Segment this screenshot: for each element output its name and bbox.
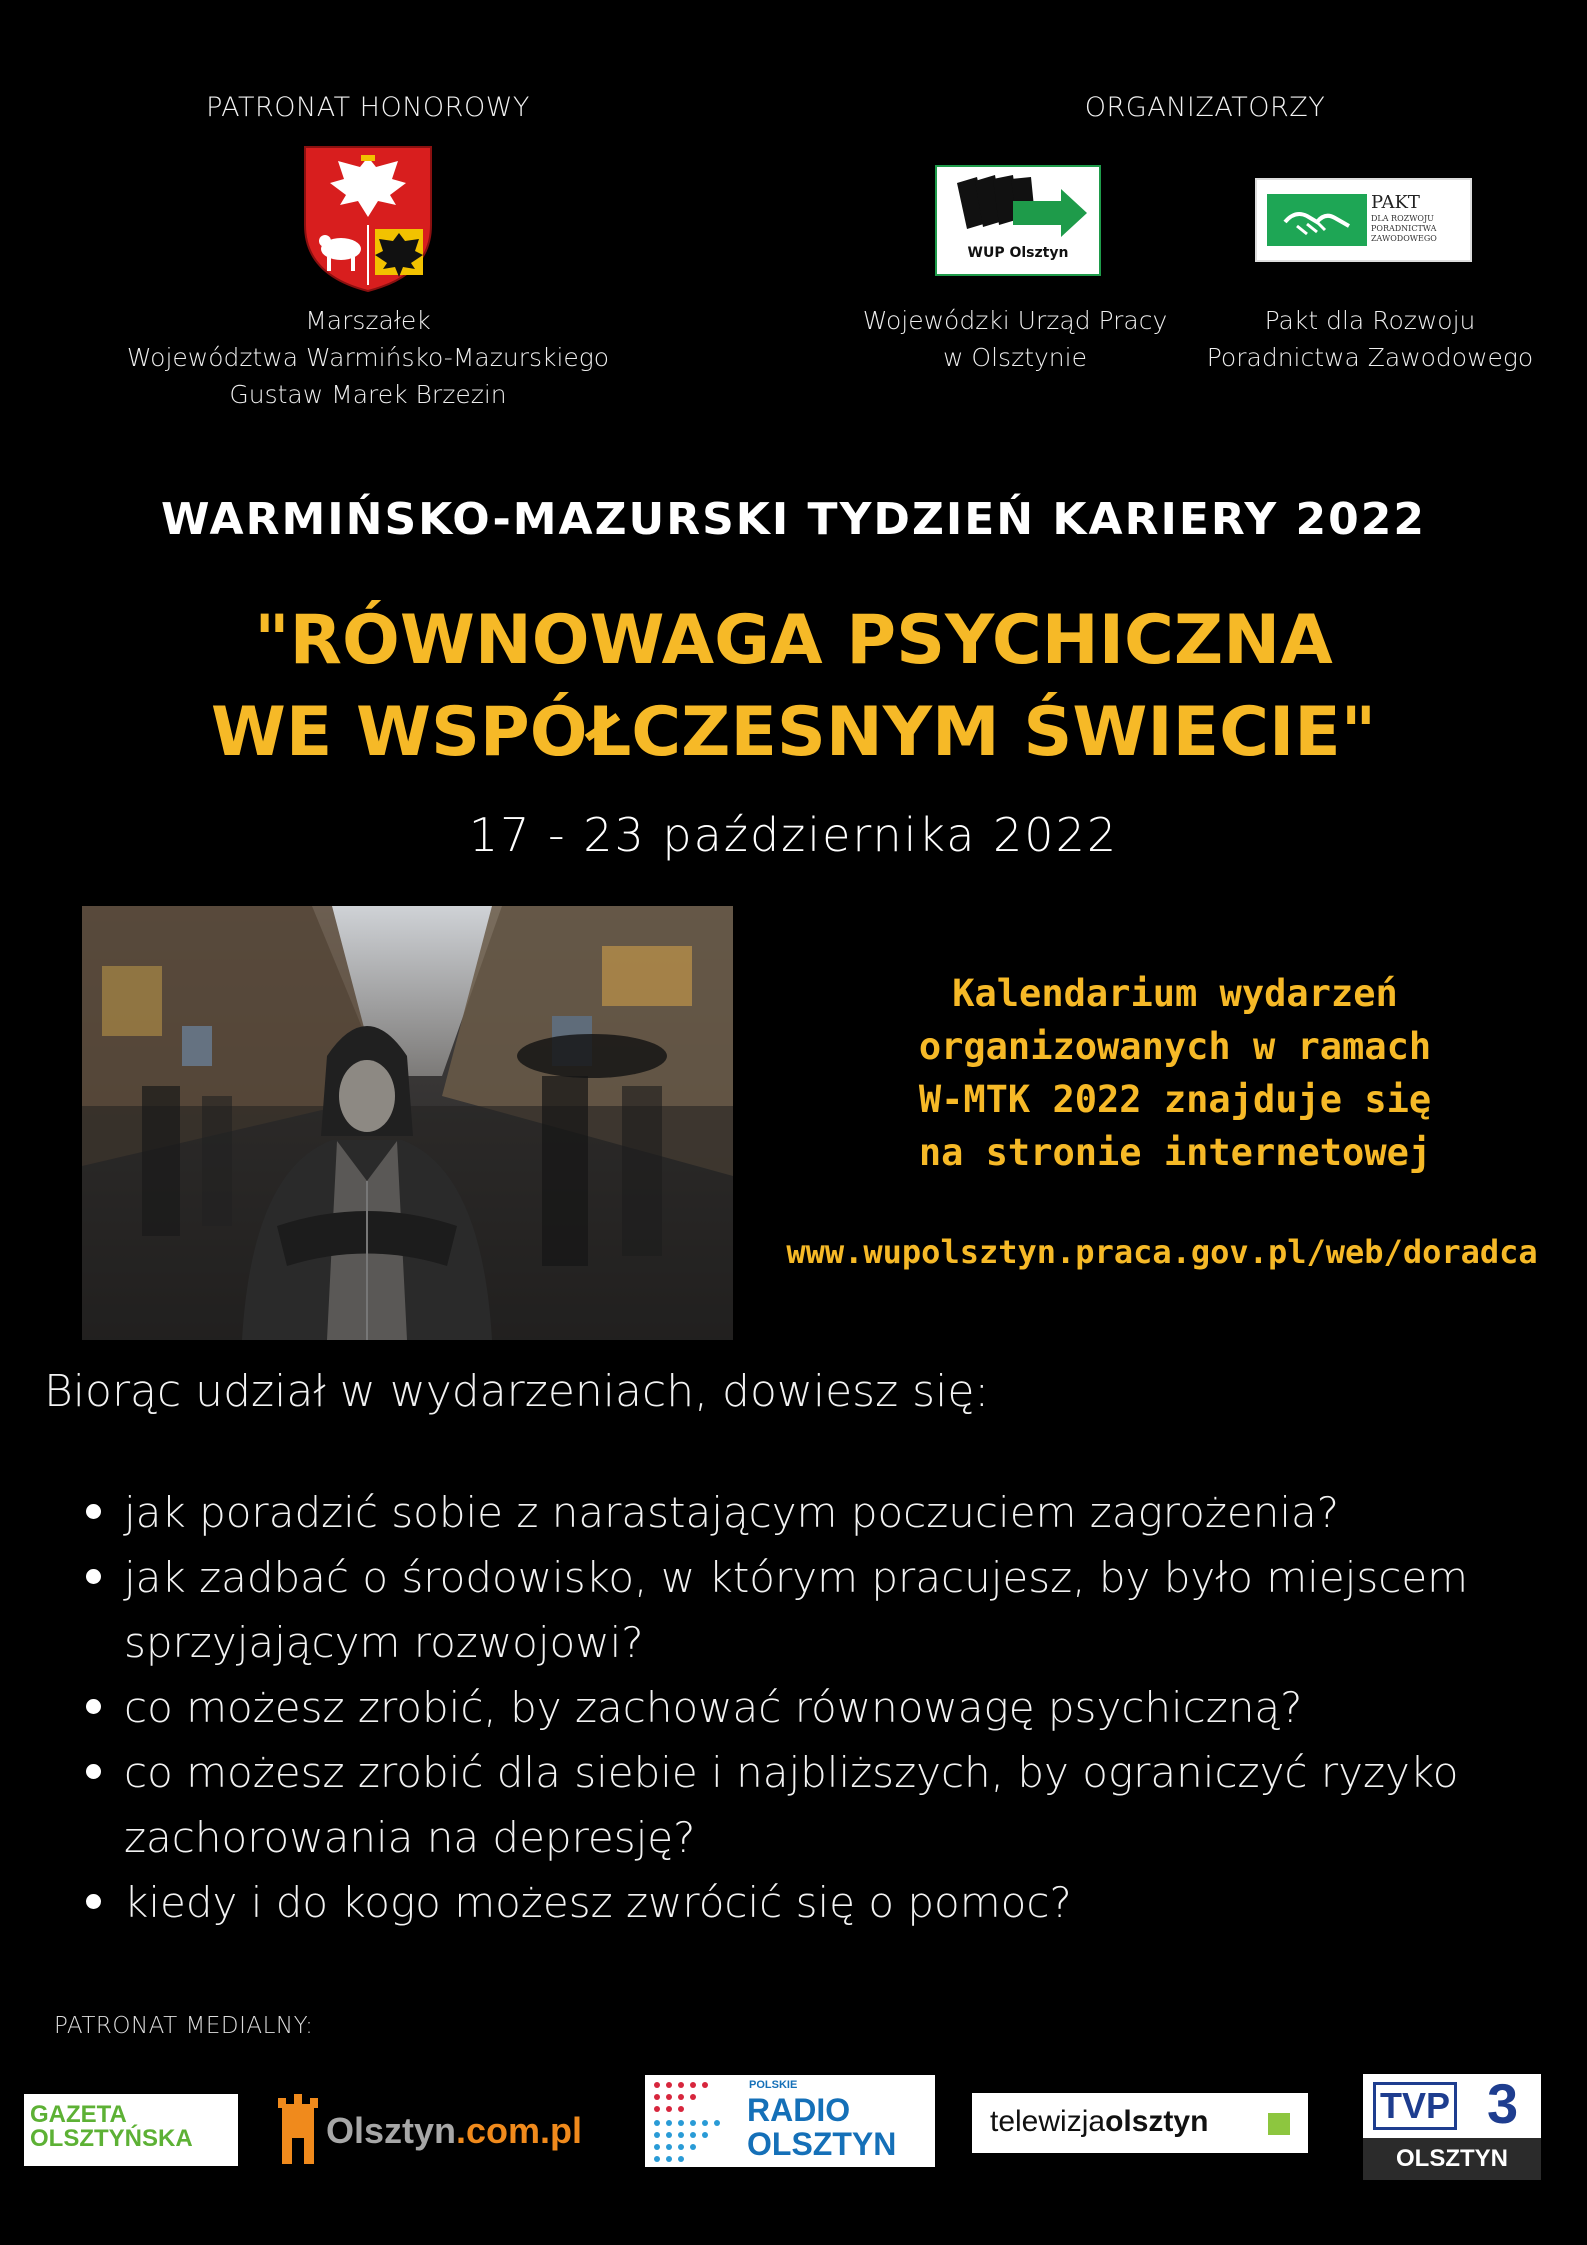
question-item [78,1675,1518,1740]
olsztyn-com-domain: .com.pl [456,2110,583,2151]
question-item [78,1545,1504,1675]
question-text: jak poradzić sobie z narastającym poczuciem zagrożenia? [124,1488,1340,1537]
gazeta-olsztynska-logo [24,2094,238,2166]
event-theme-line-1: "RÓWNOWAGA PSYCHICZNA [254,601,1333,680]
pakt-handshake-icon [1267,194,1367,246]
pakt-logo [1255,178,1472,262]
media-patronage-label: PATRONAT MEDIALNY: [54,2013,314,2039]
organizers-label: ORGANIZATORZY [1084,92,1326,123]
tvp3-bottom: OLSZTYN [1363,2138,1541,2180]
pakt-logo-sub-1: DLA ROZWOJU [1371,214,1434,223]
pakt-logo-sub-3: ZAWODOWEGO [1371,234,1437,243]
organizer1-line-1: Wojewódzki Urząd Pracy [862,306,1168,335]
bullet-icon [86,1699,101,1714]
olsztyn-com-name: Olsztyn [326,2110,457,2151]
event-dates: 17 - 23 października 2022 [468,808,1119,862]
pakt-logo-sub-2: PORADNICTWA [1371,224,1437,233]
organizer1-name [860,302,1170,376]
question-item [78,1740,1504,1870]
bullet-icon [86,1894,101,1909]
question-text: kiedy i do kogo możesz zwrócić się o pomoc? [124,1878,1072,1927]
castle-icon [276,2094,320,2166]
event-theme-line-2: WE WSPÓŁCZESNYM ŚWIECIE" [210,693,1377,772]
calendar-info [790,967,1560,1179]
radio-line-2: RADIO [747,2092,851,2128]
hooded-man-photo [82,906,733,1340]
question-item [78,1480,1518,1545]
calendar-line-2: organizowanych w ramach [918,1025,1432,1068]
calendar-line-1: Kalendarium wydarzeń [952,972,1398,1015]
polskie-radio-olsztyn-logo [645,2075,935,2167]
event-theme [0,595,1587,779]
event-name: WARMIŃSKO-MAZURSKI TYDZIEŃ KARIERY 2022 [160,494,1427,545]
question-item [78,1870,1518,1935]
bullet-icon [86,1504,101,1519]
radio-dots-icon [649,2077,739,2165]
bullet-icon [86,1569,101,1584]
radio-line-3: OLSZTYN [747,2126,897,2162]
tvp-letters: TVP [1373,2082,1457,2130]
organizer1-line-2: w Olsztynie [943,343,1087,372]
wup-olsztyn-logo [935,165,1101,276]
radio-line-1: POLSKIE [749,2079,798,2091]
olsztyn-com-text [326,2110,582,2152]
gazeta-line-1: GAZETA [30,2101,127,2128]
olsztyn-com-pl-logo [276,2094,596,2166]
telewizja-text [990,2105,1208,2139]
tvp3-olsztyn-logo [1363,2074,1541,2180]
coat-of-arms-logo [303,145,433,293]
organizer2-name [1200,302,1540,376]
bullet-icon [86,1764,101,1779]
lead-text: Biorąc udział w wydarzeniach, dowiesz się: [44,1366,990,1417]
calendar-line-4: na stronie internetowej [918,1131,1432,1174]
wup-logo-text: WUP Olsztyn [967,245,1069,261]
question-text: co możesz zrobić, by zachować równowagę psychiczną? [124,1683,1303,1732]
tvp3-top [1363,2074,1541,2138]
gazeta-line-2: OLSZTYŃSKA [30,2125,193,2152]
calendar-url-link[interactable]: www.wupolsztyn.praca.gov.pl/web/doradca [786,1233,1538,1271]
pakt-logo-title: PAKT [1371,192,1420,213]
patronat-name [118,302,618,413]
green-square-icon [1268,2113,1290,2135]
tvp-number: 3 [1487,2072,1519,2135]
question-text: jak zadbać o środowisko, w którym pracujesz, by było miejscem sprzyjającym rozwojowi? [124,1553,1469,1667]
organizer2-line-2: Poradnictwa Zawodowego [1206,343,1534,372]
patronat-line-3: Gustaw Marek Brzezin [229,380,507,409]
patronat-label: PATRONAT HONOROWY [206,92,530,123]
patronat-line-2: Województwa Warmińsko-Mazurskiego [126,343,610,372]
organizer2-line-1: Pakt dla Rozwoju [1264,306,1476,335]
olsztyn-word: olsztyn [1105,2105,1209,2138]
telewizja-word: telewizja [990,2105,1106,2138]
calendar-line-3: W-MTK 2022 znajduje się [918,1078,1432,1121]
telewizja-olsztyn-logo [972,2093,1308,2153]
question-text: co możesz zrobić dla siebie i najbliższych, by ograniczyć ryzyko zachorowania na depresję? [124,1748,1459,1862]
patronat-line-1: Marszałek [305,306,431,335]
questions-list [78,1480,1518,1935]
